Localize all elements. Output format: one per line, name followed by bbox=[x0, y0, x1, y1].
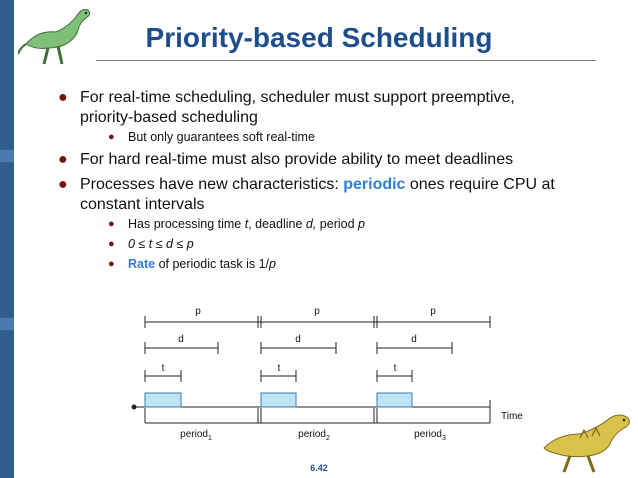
page-number: 6.42 bbox=[310, 463, 328, 473]
inequality-text: 0 ≤ t ≤ d ≤ p bbox=[128, 237, 194, 251]
sub-bullet-item bbox=[108, 129, 315, 145]
bullet-item bbox=[58, 88, 515, 128]
p-label: p bbox=[314, 306, 320, 317]
bullet-dot-icon: ● bbox=[58, 151, 68, 168]
cpu-burst-box bbox=[145, 393, 181, 407]
bullet-text: For hard real-time must also provide ability to meet deadlines bbox=[80, 151, 514, 168]
p-label: p bbox=[430, 306, 436, 317]
sub-bullet-text: But only guarantees soft real-time bbox=[128, 130, 315, 144]
d-label: d bbox=[295, 334, 301, 345]
bullet-text: Processes have new characteristics: bbox=[80, 176, 344, 193]
title-divider bbox=[96, 60, 596, 61]
sub-bullet-text: of periodic task is 1/ bbox=[155, 257, 270, 271]
bullet-dot-icon: ● bbox=[58, 89, 68, 106]
sub-bullet-text: period bbox=[316, 217, 359, 231]
bullet-dot-icon: ● bbox=[108, 131, 115, 143]
bullet-dot-icon: ● bbox=[58, 176, 68, 193]
var-p: p bbox=[358, 217, 365, 231]
period-label-1: period$_1$ bbox=[180, 429, 212, 442]
t-label: t bbox=[277, 363, 281, 374]
time-label: Time bbox=[501, 411, 523, 422]
d-label: d bbox=[411, 334, 417, 345]
t-label: t bbox=[161, 363, 165, 374]
sidebar-bar bbox=[0, 0, 14, 478]
bullet-text: For real-time scheduling, scheduler must support preemptive, bbox=[80, 89, 515, 106]
var-d: d, bbox=[305, 217, 317, 231]
bullet-item bbox=[58, 150, 514, 170]
period-label-3: period$_3$ bbox=[414, 429, 446, 442]
bullet-text: ones require CPU at bbox=[405, 176, 555, 193]
var-p: p bbox=[269, 257, 276, 271]
bullet-dot-icon: ● bbox=[108, 218, 115, 230]
highlight-periodic: periodic bbox=[343, 176, 406, 193]
sub-bullet-item bbox=[108, 216, 365, 232]
sub-bullet-item bbox=[108, 256, 276, 272]
cpu-burst-box bbox=[377, 393, 412, 407]
p-label: p bbox=[195, 306, 201, 317]
cpu-burst-box bbox=[261, 393, 296, 407]
bullet-text: priority-based scheduling bbox=[80, 109, 258, 126]
sub-bullet-item bbox=[108, 236, 194, 252]
bullet-item bbox=[58, 175, 555, 215]
periodic-timeline-diagram bbox=[128, 300, 528, 445]
var-t: t bbox=[244, 217, 249, 231]
highlight-rate: Rate bbox=[128, 257, 156, 271]
sidebar-band bbox=[0, 150, 14, 162]
period-label-2: period$_2$ bbox=[298, 429, 330, 442]
sub-bullet-text: , deadline bbox=[248, 217, 306, 231]
axis-origin-dot bbox=[132, 405, 137, 410]
sidebar-band bbox=[0, 318, 14, 330]
t-label: t bbox=[393, 363, 397, 374]
bullet-text: constant intervals bbox=[80, 196, 205, 213]
bullet-dot-icon: ● bbox=[108, 258, 115, 270]
d-label: d bbox=[178, 334, 184, 345]
sub-bullet-text: Has processing time bbox=[128, 217, 245, 231]
bullet-dot-icon: ● bbox=[108, 238, 115, 250]
slide-title: Priority-based Scheduling bbox=[145, 22, 493, 53]
